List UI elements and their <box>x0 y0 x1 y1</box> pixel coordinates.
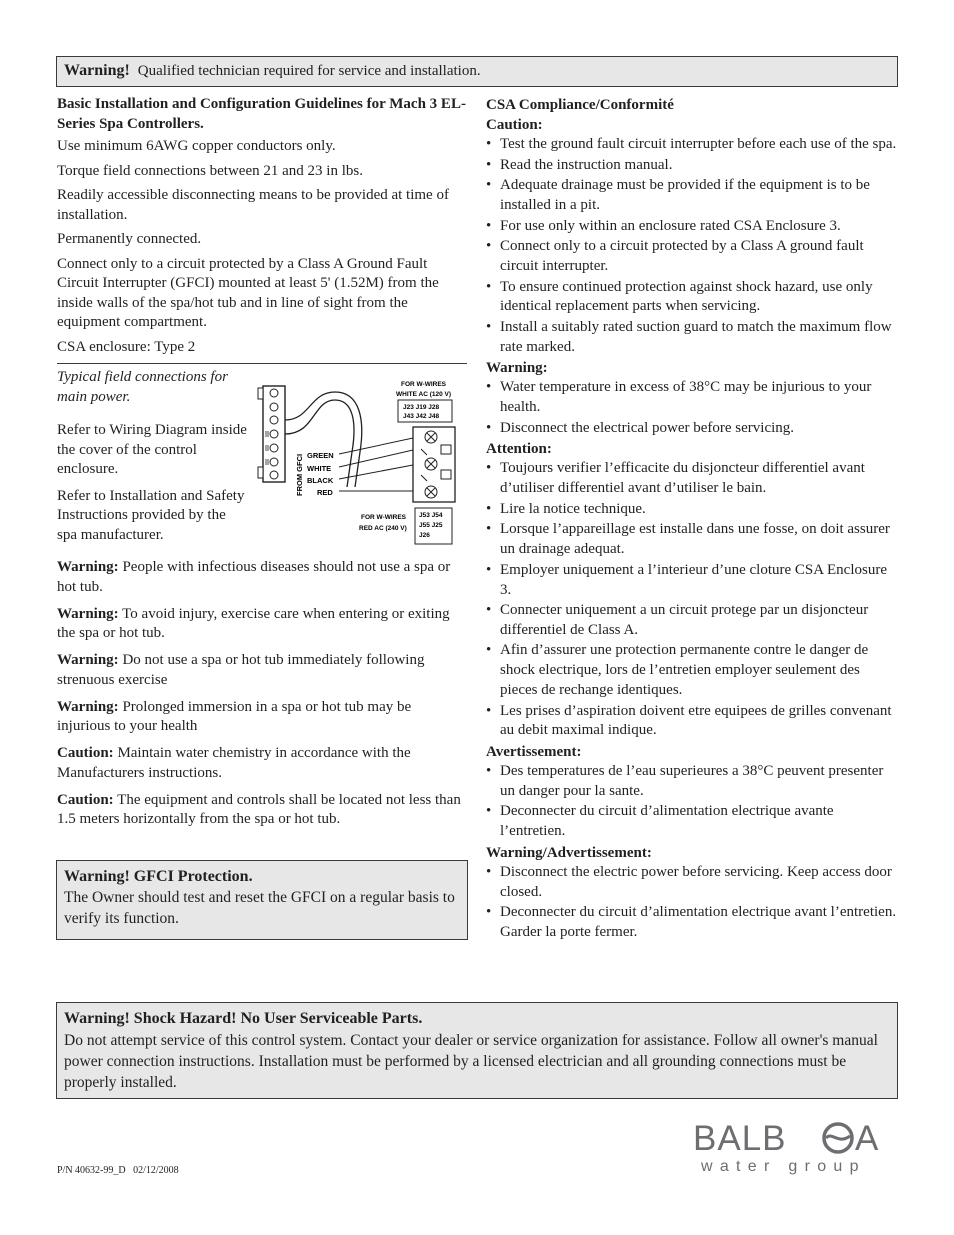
svg-text:A: A <box>855 1120 879 1154</box>
jumper-row: J43 J42 J48 <box>403 413 440 420</box>
jumper-row: J53 J54 <box>419 512 443 519</box>
safety-warnings <box>57 558 467 837</box>
list-item: • Disconnect the electrical power before servicing. <box>486 419 898 439</box>
safety-caution: Caution: Maintain water chemistry in accordance with the Manufacturers instructions. <box>57 745 411 781</box>
guideline-paragraph: Torque field connections between 21 and 23 in lbs. <box>57 162 363 179</box>
balboa-logo <box>693 1120 903 1180</box>
list-item: • Adequate drainage must be provided if the equipment is to be installed in a pit. <box>486 176 898 216</box>
warning-list <box>486 378 898 438</box>
list-item: • Les prises d’aspiration doivent etre equipees de grilles convenant au debit maximal indique. <box>486 702 898 742</box>
safety-warning: Warning: To avoid injury, exercise care when entering or exiting the spa or hot tub. <box>57 605 450 641</box>
gfci-warning-box <box>56 860 468 940</box>
guideline-paragraph: Readily accessible disconnecting means to be provided at time of installation. <box>57 187 449 223</box>
white-ac-label-2: WHITE AC (120 V) <box>396 391 452 398</box>
part-number: P/N 40632-99_D 02/12/2008 <box>57 1165 179 1176</box>
jumper-row: J26 <box>419 532 430 539</box>
guideline-paragraph: CSA enclosure: Type 2 <box>57 338 196 355</box>
list-item: • Install a suitably rated suction guard to match the maximum flow rate marked. <box>486 318 898 358</box>
shock-hazard-box <box>56 1002 898 1099</box>
safety-warning: Warning: Do not use a spa or hot tub immediately following strenuous exercise <box>57 652 425 688</box>
caution-list <box>486 135 898 358</box>
red-ac-label-1: FOR W-WIRES <box>361 514 407 521</box>
divider <box>57 363 467 364</box>
safety-caution: Caution: The equipment and controls shall be located not less than 1.5 meters horizontally from the spa or hot tub. <box>57 791 461 827</box>
shock-hazard-text: Do not attempt service of this control system. Contact your dealer or service organization for assistance. Follow all owner's manual power connection instructions. Installation must be performed by a licensed electrician and all grounding connections must be properly installed. <box>64 1032 878 1091</box>
list-item: • Deconnecter du circuit d’alimentation electrique avante l’entretien. <box>486 802 898 842</box>
wire-label-black: BLACK <box>307 476 334 485</box>
list-item: • Read the instruction manual. <box>486 156 898 176</box>
diagram-notes <box>57 368 247 545</box>
diagram-note: Refer to Wiring Diagram inside the cover of the control enclosure. <box>57 422 247 477</box>
list-item: • Des temperatures de l’eau superieures a 38°C peuvent presenter un danger pour la sante. <box>486 762 898 802</box>
wire-label-white: WHITE <box>307 464 332 473</box>
warning-advertissement-list <box>486 863 898 943</box>
diagram-note: Refer to Installation and Safety Instructions provided by the spa manufacturer. <box>57 487 245 543</box>
balboa-wordmark-icon <box>693 1120 899 1154</box>
left-column <box>57 95 467 362</box>
list-item: • Disconnect the electric power before servicing. Keep access door closed. <box>486 863 898 903</box>
safety-warning: Warning: Prolonged immersion in a spa or hot tub may be injurious to your health <box>57 698 412 734</box>
list-item: • For use only within an enclosure rated CSA Enclosure 3. <box>486 217 898 237</box>
safety-warning: Warning: People with infectious diseases should not use a spa or hot tub. <box>57 559 451 595</box>
gfci-text: The Owner should test and reset the GFCI on a regular basis to verify its function. <box>64 889 455 927</box>
list-item: • Connect only to a circuit protected by a Class A ground fault circuit interrupter. <box>486 237 898 277</box>
guideline-paragraph: Use minimum 6AWG copper conductors only. <box>57 138 336 154</box>
section-heading: Warning: <box>486 360 548 377</box>
top-warning-text: Qualified technician required for service and installation. <box>137 63 481 79</box>
guideline-paragraph: Permanently connected. <box>57 231 202 247</box>
list-item: • To ensure continued protection against shock hazard, use only identical replacement parts when servicing. <box>486 278 898 318</box>
list-item: • Employer uniquement a l’interieur d’une cloture CSA Enclosure 3. <box>486 561 898 601</box>
list-item: • Lorsque l’appareillage est installe dans une fosse, on doit assurer un drainage adequat. <box>486 520 898 560</box>
diagram-caption: Typical field connections for main power. <box>57 369 228 405</box>
list-item: • Test the ground fault circuit interrupter before each use of the spa. <box>486 135 898 155</box>
from-gfci-label: FROM GFCI <box>295 453 304 496</box>
red-ac-label-2: RED AC (240 V) <box>359 525 407 532</box>
section-heading: Avertissement: <box>486 744 582 761</box>
right-column <box>486 95 898 944</box>
attention-list <box>486 459 898 741</box>
shock-hazard-title: Warning! Shock Hazard! No User Serviceable Parts. <box>64 1010 423 1027</box>
list-item: • Connecter uniquement a un circuit protege par un disjoncteur differentiel de Class A. <box>486 601 898 641</box>
wiring-diagram <box>255 372 467 550</box>
list-item: • Afin d’assurer une protection permanente contre le danger de shock electrique, lors de l’entretien employer seulement des pieces de rechange identiques. <box>486 641 898 700</box>
section-heading: Warning/Advertissement: <box>486 844 652 861</box>
section-heading: Caution: <box>486 117 543 133</box>
installation-heading: Basic Installation and Configuration Guidelines for Mach 3 EL-Series Spa Controllers. <box>57 96 466 132</box>
top-warning-box <box>56 56 898 87</box>
svg-text:BALB: BALB <box>693 1120 787 1154</box>
list-item: • Water temperature in excess of 38°C may be injurious to your health. <box>486 378 898 418</box>
jumper-row: J23 J19 J28 <box>403 404 440 411</box>
list-item: • Toujours verifier l’efficacite du disjoncteur differentiel avant d’utiliser differentiel avant d’utiliser le bain. <box>486 459 898 499</box>
gfci-title: Warning! GFCI Protection. <box>64 868 253 885</box>
section-heading: Attention: <box>486 441 552 458</box>
wire-label-red: RED <box>317 488 333 497</box>
list-item: • Lire la notice technique. <box>486 500 898 520</box>
jumper-row: J55 J25 <box>419 522 443 529</box>
avertissement-list <box>486 762 898 842</box>
guideline-paragraph: Connect only to a circuit protected by a Class A Ground Fault Circuit Interrupter (GFCI) mounted at least 5' (1.52M) from the inside walls of the spa/hot tub and in line of sight from the equipment compartment. <box>57 255 439 330</box>
white-ac-label-1: FOR W-WIRES <box>401 381 447 388</box>
list-item: • Deconnecter du circuit d’alimentation electrique avant l’entretien. Garder la porte fermer. <box>486 903 898 943</box>
csa-title: CSA Compliance/Conformité <box>486 97 674 113</box>
top-warning-label: Warning! <box>64 62 130 79</box>
wire-label-green: GREEN <box>307 451 334 460</box>
balboa-tagline: water group <box>701 1158 866 1175</box>
